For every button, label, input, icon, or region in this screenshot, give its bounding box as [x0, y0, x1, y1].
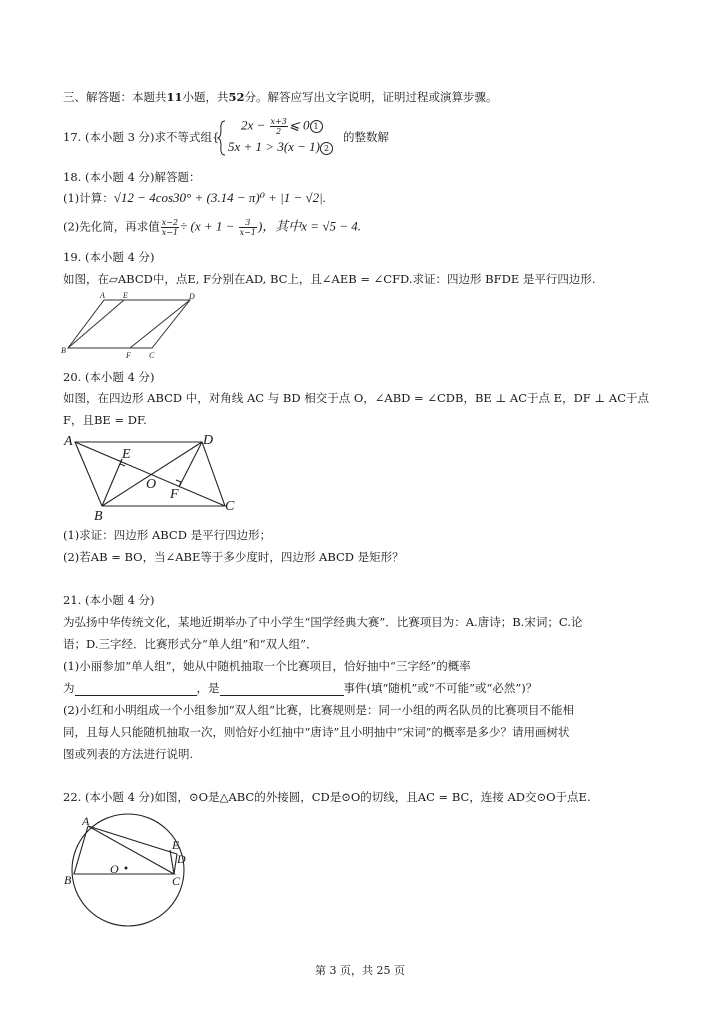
q19-label-b: B [61, 346, 66, 355]
q20-part1: (1)求证：四边形 ABCD 是平行四边形； [63, 528, 272, 542]
q17-eq1: 2x − $\frac{x+3}{2}$ ⩽ 0 1 [241, 117, 323, 136]
q19-label-c: C [149, 351, 155, 360]
q19-label-d: D [189, 292, 195, 301]
q17-mark-1: 1 [310, 120, 323, 133]
q20-quadrilateral-figure [60, 430, 250, 522]
q20-head: 20. (本小题 4 分) [63, 370, 155, 384]
section-score: 52 [228, 90, 245, 104]
section-text-1: 三、解答题：本题共 [63, 90, 167, 104]
q21-body-2: 语；D.三字经．比赛形式分“单人组”和“双人组”． [63, 637, 318, 651]
q22-label-d: D [177, 852, 186, 866]
q17-mark-2: 2 [320, 142, 333, 155]
q18-head: 18. (本小题 4 分)解答题： [63, 170, 201, 184]
q20-diagonal-bd [102, 442, 202, 506]
q18-part2: (2)先化简，再求值 $\frac{x-2}{x-1}$ ÷ (x + 1 − $\frac{3}{x-1}$ )，其中x = √5 − 4. [63, 218, 361, 237]
q20-label-a: A [64, 434, 73, 449]
q20-label-e: E [122, 447, 131, 462]
page-footer: 第 3 页，共 25 页 [315, 964, 405, 977]
q22-line-ce [170, 850, 174, 874]
q17-tail: 的整数解 [343, 130, 389, 144]
q19-line-df [130, 300, 190, 348]
q22-line-ad [88, 826, 177, 854]
q19-label-a: A [100, 291, 105, 300]
q22-label-e: E [172, 838, 180, 852]
q22-head: 22. (本小题 4 分)如图，⊙O是△ABC的外接圆，CD是⊙O的切线，且AC = BC，连接 AD交⊙O于点E. [63, 790, 591, 804]
q20-label-c: C [225, 499, 235, 514]
q21-part1-line2: 为 ，是 事件(填“随机”或“不可能”或“必然”)？ [63, 681, 538, 695]
q21-part1-line1: (1)小丽参加“单人组”，她从中随机抽取一个比赛项目，恰好抽中“三字经”的概率 [63, 659, 471, 673]
q17-brace-icon [218, 120, 226, 156]
section-text-3: 分。解答应写出文字说明，证明过程或演算步骤。 [244, 90, 498, 104]
q20-label-b: B [94, 509, 103, 524]
q21-part2-line3: 图或列表的方法进行说明. [63, 747, 194, 761]
q20-label-f: F [170, 487, 179, 502]
q19-label-f: F [126, 351, 131, 360]
q20-body-1: 如图，在四边形 ABCD 中，对角线 AC 与 BD 相交于点 O，∠ABD = ∠CDB，BE ⊥ AC于点 E，DF ⊥ AC于点 [63, 391, 649, 405]
q20-body-2: F，且BE = DF. [63, 413, 147, 427]
q19-parallelogram [68, 300, 190, 348]
q22-circle-figure [60, 812, 210, 942]
q19-label-e: E [123, 291, 128, 300]
q20-part2: (2)若AB = BO，当∠ABE等于多少度时，四边形 ABCD 是矩形？ [63, 550, 404, 564]
q19-line-eb [68, 300, 124, 348]
q19-body: 如图，在▱ABCD中，点E, F分别在AD, BC上，且∠AEB = ∠CFD.求证：四边形 BFDE 是平行四边形. [63, 272, 596, 286]
q17-eq2: 5x + 1 > 3(x − 1) 2 [228, 139, 333, 155]
q20-label-o: O [146, 477, 157, 492]
section-count: 11 [166, 90, 183, 104]
q21-answer-blank-2[interactable] [220, 683, 344, 696]
q21-part2-line1: (2)小红和小明组成一个小组参加“双人组”比赛，比赛规则是：同一小组的两名队员的比赛项目不能相 [63, 703, 575, 717]
q22-triangle-abc [74, 826, 174, 874]
section-header [63, 89, 498, 105]
q21-answer-blank-1[interactable] [75, 683, 197, 696]
q20-label-d: D [203, 433, 214, 448]
q18-part1: (1)计算：√12 − 4cos30° + (3.14 − π)⁰ + |1 − √2|. [63, 190, 326, 205]
q22-label-b: B [64, 873, 72, 887]
q21-head: 21. (本小题 4 分) [63, 593, 155, 607]
q22-label-o: O [110, 862, 119, 876]
q19-head: 19. (本小题 4 分) [63, 250, 155, 264]
q22-label-a: A [82, 814, 90, 828]
q21-part2-line2: 同，且每人只能随机抽取一次，则恰好小红抽中“唐诗”且小明抽中“宋词”的概率是多少？请用画树状 [63, 725, 570, 739]
section-text-2: 小题，共 [182, 90, 229, 104]
q19-parallelogram-figure [60, 290, 200, 362]
q21-body-1: 为弘扬中华传统文化，某地近期举办了中小学生“国学经典大赛”．比赛项目为：A.唐诗；B.宋词；C.论 [63, 615, 583, 629]
q22-label-c: C [172, 874, 181, 888]
q22-center-dot [125, 867, 128, 870]
q17-lead: 17. (本小题 3 分)求不等式组{ [63, 130, 220, 144]
